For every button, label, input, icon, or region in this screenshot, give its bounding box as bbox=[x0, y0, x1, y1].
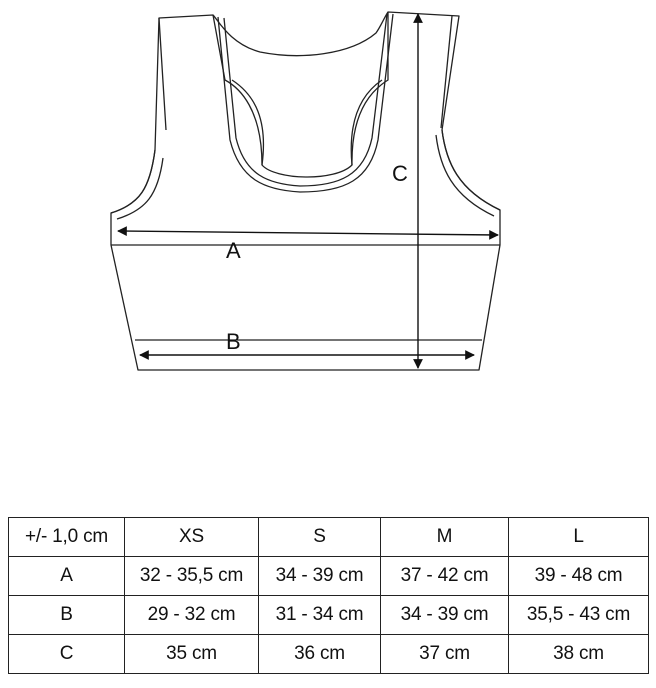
measure-a-arrow bbox=[118, 231, 498, 235]
table-cell: 29 - 32 cm bbox=[125, 596, 259, 635]
row-label: A bbox=[9, 557, 125, 596]
header-size-l: L bbox=[509, 518, 649, 557]
table-cell: 37 - 42 cm bbox=[381, 557, 509, 596]
header-tolerance: +/- 1,0 cm bbox=[9, 518, 125, 557]
label-a: A bbox=[226, 238, 241, 263]
row-label: C bbox=[9, 635, 125, 674]
table-cell: 31 - 34 cm bbox=[259, 596, 381, 635]
top-outline bbox=[111, 12, 500, 370]
left-strap-line bbox=[159, 18, 166, 130]
table-cell: 34 - 39 cm bbox=[259, 557, 381, 596]
neckline bbox=[218, 14, 393, 192]
left-armhole-inner bbox=[117, 158, 163, 219]
header-size-s: S bbox=[259, 518, 381, 557]
left-back-curve bbox=[232, 80, 263, 165]
header-size-m: M bbox=[381, 518, 509, 557]
table-cell: 39 - 48 cm bbox=[509, 557, 649, 596]
right-armhole bbox=[442, 130, 500, 210]
table-cell: 37 cm bbox=[381, 635, 509, 674]
back-panel bbox=[213, 12, 388, 177]
table-row bbox=[9, 635, 649, 674]
table-cell: 36 cm bbox=[259, 635, 381, 674]
table-row bbox=[9, 557, 649, 596]
size-table bbox=[8, 517, 649, 674]
label-b: B bbox=[226, 329, 241, 354]
table-cell: 34 - 39 cm bbox=[381, 596, 509, 635]
row-label: B bbox=[9, 596, 125, 635]
table-cell: 38 cm bbox=[509, 635, 649, 674]
table-row bbox=[9, 596, 649, 635]
table-cell: 35 cm bbox=[125, 635, 259, 674]
header-size-xs: XS bbox=[125, 518, 259, 557]
left-armhole bbox=[111, 150, 155, 213]
table-cell: 35,5 - 43 cm bbox=[509, 596, 649, 635]
label-c: C bbox=[392, 161, 408, 186]
table-cell: 32 - 35,5 cm bbox=[125, 557, 259, 596]
table-header-row bbox=[9, 518, 649, 557]
